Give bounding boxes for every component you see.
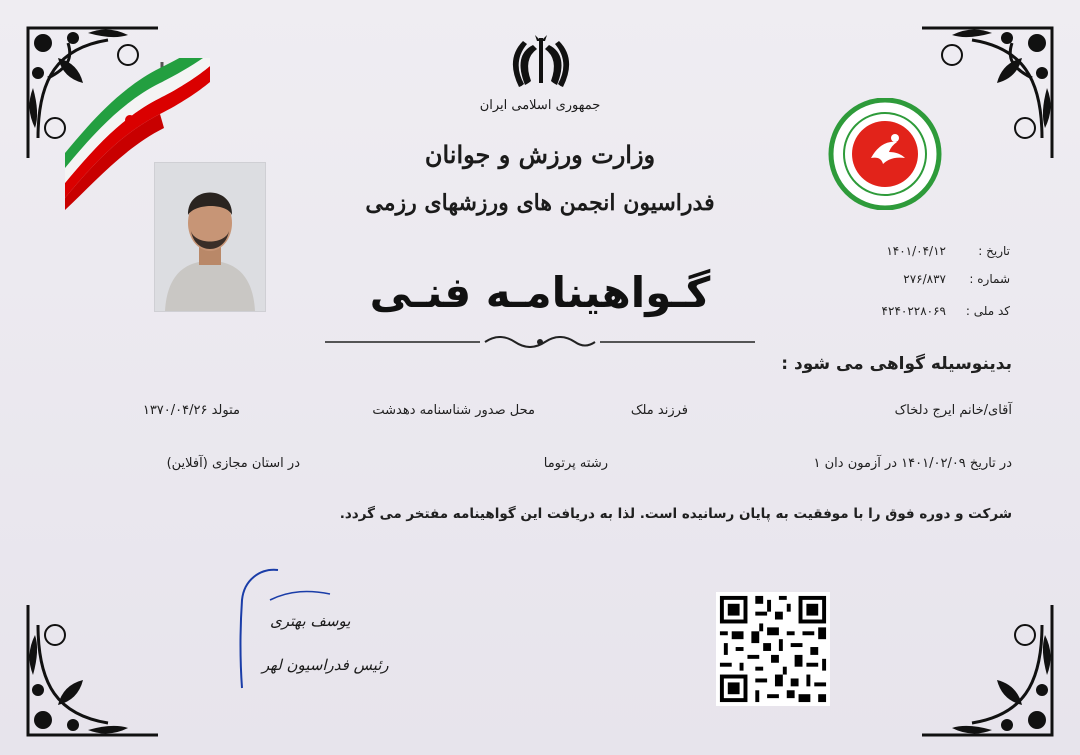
meta-number: شماره :۲۷۶/۸۳۷: [903, 272, 1010, 286]
title-divider: [325, 336, 755, 348]
federation-heading: فدراسیون انجمن های ورزشهای رزمی: [365, 190, 715, 216]
certificate-title: گـواهینامـه فنـی: [369, 268, 711, 317]
qr-code[interactable]: [716, 592, 830, 706]
republic-heading: جمهوری اسلامی ایران: [479, 98, 601, 113]
exam-date: در تاریخ ۱۴۰۱/۰۲/۰۹ در آزمون دان ۱: [813, 456, 1012, 471]
meta-date: تاریخ :۱۴۰۱/۰۴/۱۲: [886, 244, 1010, 258]
father-name: فرزند ملک: [630, 403, 688, 418]
signatory-name: یوسف بهتری: [270, 612, 351, 630]
holder-name: آقای/خانم ایرج دلخاک: [894, 403, 1012, 418]
birth-date: متولد ۱۳۷۰/۰۴/۲۶: [142, 403, 240, 418]
signatory-title: رئیس فدراسیون لهر: [262, 656, 389, 674]
issue-place: محل صدور شناسنامه دهدشت: [372, 403, 535, 418]
iran-emblem-icon: [509, 33, 573, 93]
intro-text: بدینوسیله گواهی می شود :: [781, 354, 1012, 374]
ministry-heading: وزارت ورزش و جوانان: [424, 140, 656, 169]
sport-field: رشته پرتوما: [543, 456, 608, 471]
closing-statement: شرکت و دوره فوق را با موفقیت به پایان رسانیده است. لذا به دریافت این گواهینامه مفتخر می گردد.: [339, 506, 1012, 522]
federation-logo: [813, 98, 953, 210]
corner-ornament-bottom-left: [18, 595, 168, 745]
logo-ring-text: [813, 98, 953, 210]
meta-national-id: کد ملی :۴۲۴۰۲۲۸۰۶۹: [881, 304, 1010, 318]
province: در استان مجازی (آفلاین): [166, 456, 300, 471]
corner-ornament-bottom-right: [912, 595, 1062, 745]
